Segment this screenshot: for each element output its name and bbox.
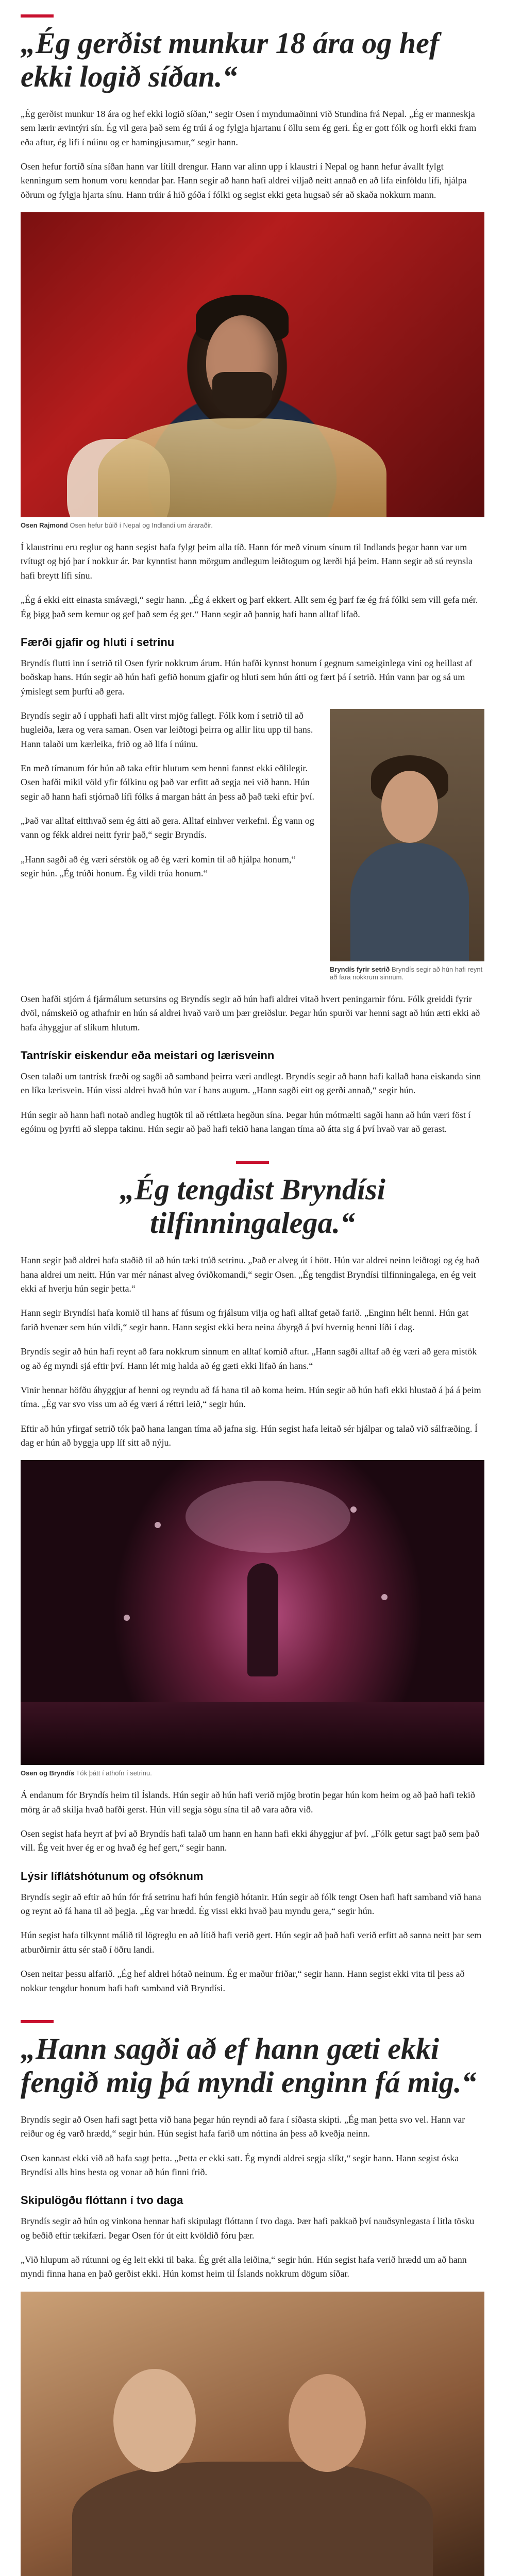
paragraph: Bryndís segir að hún og vinkona hennar hafi skipulagt flóttann í tvo daga. Þær hafi pakkað því nauðsynlegasta í litla tösku og beðið eftir tækifæri. Þegar Osen fór út eitt kvöldið fóru þær. (21, 2216, 475, 2241)
paragraph: Eftir að hún yfirgaf setrið tók það hana langan tíma að jafna sig. Hún segist hafa leitað sér hjálpar og talað við sálfræðing. Í dag er hún að byggja upp líf sitt að nýju. (21, 1423, 478, 1448)
quote-accent-bar (21, 14, 54, 18)
photo-article-bottom (21, 2292, 484, 2576)
quote-accent-bar (21, 2020, 54, 2023)
caption-text: Bryndís segir að hún hafi reynt að fara nokkrum sinnum. (330, 965, 483, 981)
paragraph: „Við hlupum að rútunni og ég leit ekki til baka. Ég grét alla leiðina,“ segir hún. Hún segist hafa verið hrædd um að hann myndi finna hana en það gerðist ekki. Hún komst heim til Íslands nokkrum dögum síðar. (21, 2254, 467, 2279)
paragraph: Osen segist hafa heyrt af því að Bryndís hafi talað um hann en hann hafi ekki áhyggjur af því. „Fólk getur sagt það sem það vill. Ég veit hver ég er og hvað ég hef gert,“ segir hann. (21, 1828, 480, 1853)
article-body (0, 107, 505, 1137)
pull-quote (0, 2006, 505, 2113)
article-figure (21, 212, 484, 529)
paragraph: Á endanum fór Bryndís heim til Íslands. Hún segir að hún hafi verið mjög brotin þegar hún kom heim og að það hafi tekið mörg ár að skilja hvað hafði gerst. Hún vill segja sögu sína til að vara aðra við. (21, 1790, 475, 1815)
paragraph: Osen talaði um tantrísk fræði og sagði að samband þeirra væri andlegt. Bryndís segir að hann hafi kallað hana eiskanda sinn en líka lærisvein. Hún vissi aldrei hvað hún var í hans augum. „Hann sagði eitt og gerði annað,“ segir hún. (21, 1071, 481, 1096)
article-figure (21, 2292, 484, 2576)
caption-credit: Osen Rajmond (21, 521, 68, 530)
figure-caption (330, 965, 484, 981)
paragraph: Hann segir það aldrei hafa staðið til að hún tæki trúð setrinu. „Það er alveg út í hött. Hún var aldrei neinn leiðtogi og ég bað hana aldrei um neitt. Hún var mér nánast alveg óviðkomandi,“ segir Osen. „Ég tengdist Bryndísi tilfinningalega, en ég veit ekki af hverju hún segir þetta.“ (21, 1255, 480, 1294)
paragraph: Hún segir að hann hafi notað andleg hugtök til að réttlæta hegðun sína. Þegar hún mótmælti sagði hann að hún væri föst í egóinu og þyrfti að sleppa takinu. Hún segir að það hafi tekið hana langan tíma að átta sig á því hvað var að gerast. (21, 1109, 471, 1134)
pull-quote (0, 0, 505, 107)
paragraph: Hún segist hafa tilkynnt málið til lögreglu en að lítið hafi verið gert. Hún segir að það hafi verið erfitt að sanna neitt þar sem atburðirnir áttu sér stað í öðru landi. (21, 1930, 482, 1955)
paragraph: Bryndís segir að hún hafi reynt að fara nokkrum sinnum en alltaf komið aftur. „Hann sagði alltaf að ég væri að gera mistök og að ég myndi sjá eftir því. Hann lét mig halda að ég gæti ekki lifað án hans.“ (21, 1346, 477, 1371)
pull-quote-text: „Ég tengdist Bryndísi tilfinningalega.“ (120, 1173, 385, 1240)
photo-stage-ceremony (21, 1460, 484, 1765)
caption-credit: Bryndís fyrir setrið (330, 965, 390, 973)
pull-quote-text: „Ég gerðist munkur 18 ára og hef ekki logið síðan.“ (21, 26, 440, 93)
paragraph: „Ég gerðist munkur 18 ára og hef ekki logið síðan,“ segir Osen í myndumaðinni við Stundina frá Nepal. „Ég er manneskja sem lærir ævintýri sín. Ég vil gera það sem ég trúi á og fylgja hjartanu í öllu sem ég geri. Ég er gott fólk og horfi ekki fram eða aftur, ég lifi í núinu og er hamingjusamur,“ segir hann. (21, 108, 477, 147)
paragraph: Bryndís segir að í upphafi hafi allt virst mjög fallegt. Fólk kom í setrið til að hugleiða, læra og vera saman. Osen var leiðtogi þeirra og allir litu upp til hans. Hann talaði um kærleika, frið og að lifa í núinu. (21, 710, 313, 749)
section-heading: Lýsir líflátshótunum og ofsóknum (21, 1869, 204, 1883)
figure-caption (21, 521, 484, 529)
paragraph: Osen hefur fortíð sína síðan hann var lítill drengur. Hann var alinn upp í klaustri í Nepal og hann hefur ávallt fylgt kenningum sem honum voru kenndar þar. Hann segir að hann hafi aldrei viljað neitt annað en að lifa einföldu lífi, hjálpa öðrum og fylgja hjarta sínu. Hann trúir á hið góða í fólki og segist ekki geta hugsað sér að skaða nokkurn mann. (21, 161, 467, 200)
caption-credit: Osen og Bryndís (21, 1769, 75, 1777)
text-with-side-photo (21, 709, 484, 992)
paragraph: Osen neitar þessu alfarið. „Ég hef aldrei hótað neinum. Ég er maður friðar,“ segir hann. Hann segist ekki vita til þess að nokkur tengdur honum hafi haft samband við Bryndísi. (21, 1969, 465, 1993)
paragraph: „Hann sagði að ég væri sérstök og að ég væri komin til að hjálpa honum,“ segir hún. „Ég trúði honum. Ég vildi trúa honum.“ (21, 854, 296, 879)
paragraph: Í klaustrinu eru reglur og hann segist hafa fylgt þeim alla tíð. Hann fór með vinum sínum til Indlands þegar hann var um tvítugt og bjó þar í nokkur ár. Þar kynntist hann mörgum andlegum leiðtogum og lærði hjá þeim. Hann segir að sú reynsla hafi breytt lífi sínu. (21, 542, 473, 581)
caption-text: Osen hefur búið í Nepal og Indlandi um áraraðir. (70, 521, 213, 530)
section-heading: Tantrískir eiskendur eða meistari og lærisveinn (21, 1049, 275, 1062)
section-heading: Skipulögðu flóttann í tvo daga (21, 2194, 183, 2207)
paragraph: „Það var alltaf eitthvað sem ég átti að gera. Alltaf einhver verkefni. Ég vann og vann og fékk aldrei neitt fyrir það,“ segir Bryndís. (21, 816, 314, 840)
pull-quote-text: „Hann sagði að ef hann gæti ekki fengið mig þá myndi enginn fá mig.“ (21, 2031, 477, 2099)
section-heading: Færði gjafir og hluti í setrinu (21, 635, 175, 649)
paragraph: Bryndís segir að Osen hafi sagt þetta við hana þegar hún reyndi að fara í síðasta skipti. „Ég man þetta svo vel. Hann var reiður og ég varð hrædd,“ segir hún. Hún segist hafa farið um nóttina án þess að kveðja neinn. (21, 2114, 465, 2139)
photo-osen-portrait (21, 212, 484, 517)
caption-text: Tók þátt í athöfn í setrinu. (76, 1769, 152, 1777)
article-body (0, 1253, 505, 1995)
article-body (0, 2113, 505, 2576)
paragraph: Bryndís segir að eftir að hún fór frá setrinu hafi hún fengið hótanir. Hún segir að fólk tengt Osen hafi haft samband við hana og reynt að fá hana til að þegja. „Ég var hrædd. Ég vissi ekki hvað þau myndu gera,“ segir hún. (21, 1891, 481, 1917)
article-figure (21, 1460, 484, 1777)
paragraph: Osen kannast ekki við að hafa sagt þetta. „Þetta er ekki satt. Ég myndi aldrei segja slíkt,“ segir hann. Hann segist óska Bryndísi alls hins besta og vonar að hún finni frið. (21, 2153, 459, 2177)
paragraph: En með tímanum fór hún að taka eftir hlutum sem henni fannst ekki eðlilegir. Osen hafði mikil völd yfir fólkinu og það var erfitt að segja nei við hann. Hún segir að hann hafi stjórnað lífi fólks á margan hátt án þess að það tæki eftir því. (21, 763, 315, 802)
paragraph: Bryndís flutti inn í setrið til Osen fyrir nokkrum árum. Hún hafði kynnst honum í gegnum sameiginlega vini og heillast af boðskap hans. Hún segir að hún hafi gefið honum gjafir og hluti sem hún átti og fært þá í setrið. Hún vann þar og sá um ýmislegt sem þurfti að gera. (21, 657, 473, 697)
side-figure (330, 709, 484, 992)
figure-caption (21, 1769, 484, 1777)
paragraph: Osen hafði stjórn á fjármálum setursins og Bryndís segir að hún hafi aldrei vitað hvert peningarnir fóru. Fólk greiddi fyrir dvöl, námskeið og athafnir en hún sá aldrei hvað varð um þær greiðslur. Þegar hún spurði var henni sagt að hún ætti ekki að hafa áhyggjur af slíkum hlutum. (21, 993, 480, 1032)
paragraph: „Ég á ekki eitt einasta smávægi,“ segir hann. „Ég á ekkert og þarf ekkert. Allt sem ég þarf fæ ég frá fólki sem vill gefa mér. Ég þigg það sem kemur og gef það sem ég get.“ Hann segir að þannig hafi hann alltaf lifað. (21, 595, 478, 619)
quote-accent-bar (236, 1161, 269, 1164)
paragraph: Hann segir Bryndísi hafa komið til hans af fúsum og frjálsum vilja og hafi alltaf getað farið. „Enginn hélt henni. Hún gat farið hvenær sem hún vildi,“ segir hann. Hann segist ekki bera neina ábyrgð á því hvernig henni líði í dag. (21, 1308, 469, 1332)
paragraph: Vinir hennar höfðu áhyggjur af henni og reyndu að fá hana til að koma heim. Hún segir að hún hafi ekki hlustað á þá á þeim tíma. „Ég var svo viss um að ég væri á réttri leið,“ segir hún. (21, 1384, 481, 1410)
pull-quote (0, 1146, 505, 1253)
photo-bryndis (330, 709, 484, 961)
